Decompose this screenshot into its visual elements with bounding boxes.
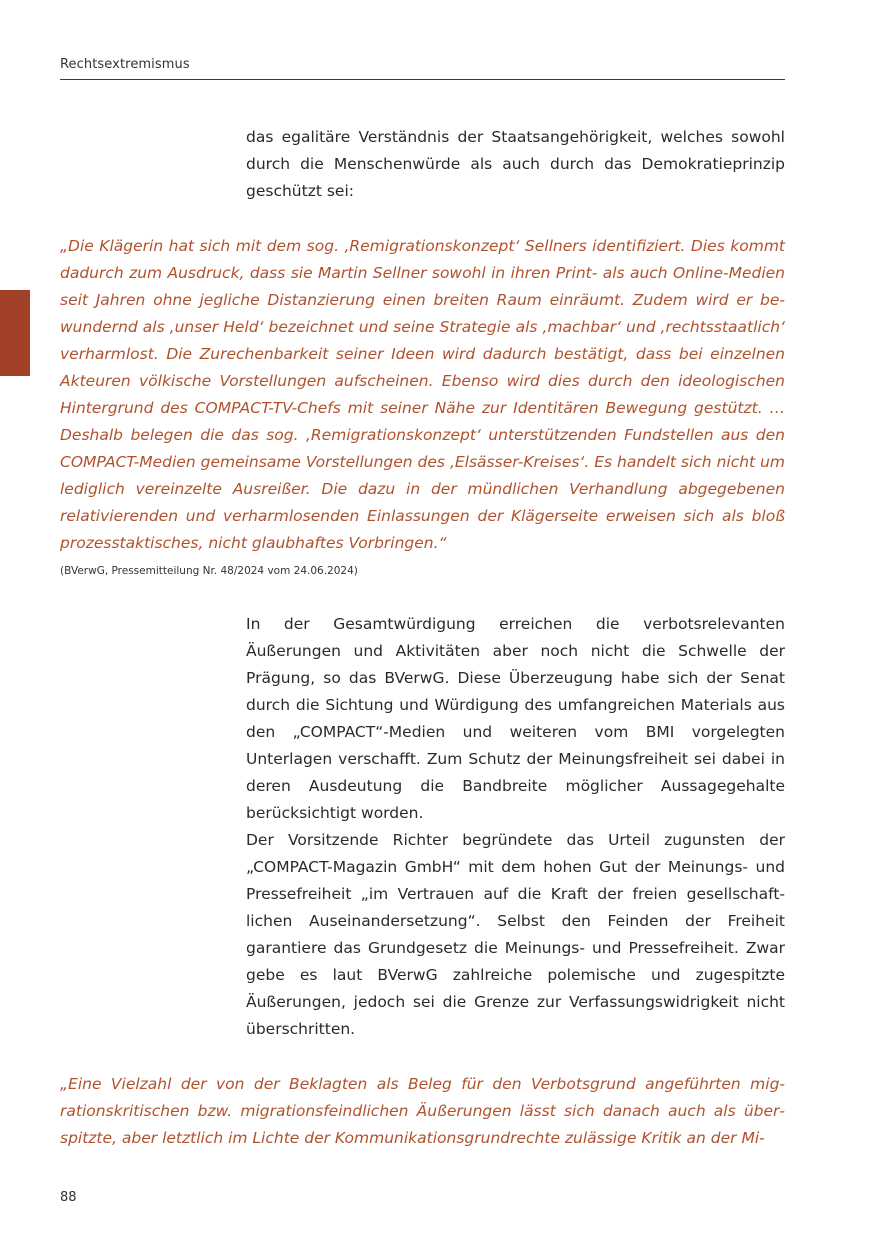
header-divider: [60, 79, 785, 80]
body-paragraph-judge: Der Vorsitzende Richter begründete das Urteil zugunsten der „COMPACT-Magazin GmbH“ mit dem hohen Gut der Meinungs- und Pressefreiheit „im Vertrauen auf die Kraft der freien gesellschaftlichen Auseinandersetzung“. Selbst den Feinden der Freiheit garantiere das Grundgesetz die Meinungs- und Pressefreiheit. Zwar gebe es laut BVerwG zahlreiche polemische und zugespitzte Äußerungen, jedoch sei die Grenze zur Verfassungswidrigkeit nicht überschritten.: [246, 831, 785, 1038]
running-header: Rechtsextremismus: [60, 57, 190, 72]
page-number: 88: [60, 1190, 77, 1205]
main-body-text: [246, 611, 785, 1043]
court-quote-2: „Eine Vielzahl der von der Beklagten als Beleg für den Verbotsgrund angeführten migrationskritischen bzw. migrationsfeindlichen Äußerungen lässt sich danach auch als überspitzte, aber letztlich im Lichte der Kommunikationsgrundrechte zulässige Kritik an der Mi-: [60, 1075, 785, 1147]
court-quote-1: „Die Klägerin hat sich mit dem sog. ‚Remigrationskonzept‘ Sellners identifiziert. Dies kommt dadurch zum Ausdruck, dass sie Martin Sellner sowohl in ihren Print- als auch Online-Medien seit Jahren ohne jegliche Distanzierung einen breiten Raum einräumt. Zudem wird er bewundernd als ‚unser Held‘ bezeichnet und seine Strategie als ‚machbar‘ und ‚rechtsstaatlich‘ verharmlost. Die Zurechenbarkeit seiner Ideen wird dadurch bestätigt, dass bei einzelnen Akteuren völkische Vorstellungen aufscheinen. Ebenso wird dies durch den ideologischen Hintergrund des COMPACT-TV-Chefs mit seiner Nähe zur Identitären Bewegung gestützt. … Deshalb belegen die das sog. ‚Remigrationskonzept‘ unterstützenden Fundstellen aus den COMPACT-Medien gemeinsame Vorstellungen des ‚Elsässer-Kreises‘. Es handelt sich nicht um lediglich vereinzelte Ausreißer. Die dazu in der mündlichen Verhandlung abgegebenen relativierenden und verharmlosenden Einlassungen der Klägerseite erweisen sich als bloß prozesstaktisches, nicht glaubhaftes Vorbringen.“: [60, 237, 785, 552]
chapter-marker-tab: [0, 290, 30, 376]
intro-paragraph-text: das egalitäre Verständnis der Staatsangehörigkeit, welches sowohl durch die Menschenwürde als auch durch das Demokratieprinzip geschützt sei:: [246, 128, 785, 200]
intro-paragraph: [246, 124, 785, 205]
quote-citation: (BVerwG, Pressemitteilung Nr. 48/2024 vom 24.06.2024): [60, 565, 358, 577]
body-paragraph-assessment: In der Gesamtwürdigung erreichen die verbotsrelevanten Äußerungen und Aktivitäten aber noch nicht die Schwelle der Prägung, so das BVerwG. Diese Überzeugung habe sich der Senat durch die Sichtung und Würdigung des umfangreichen Materials aus den „COMPACT“-Medien und weiteren vom BMI vorgelegten Unterlagen verschafft. Zum Schutz der Meinungsfreiheit sei dabei in deren Ausdeutung die Bandbreite möglicher Aussagegehalte berücksichtigt worden.: [246, 615, 785, 822]
